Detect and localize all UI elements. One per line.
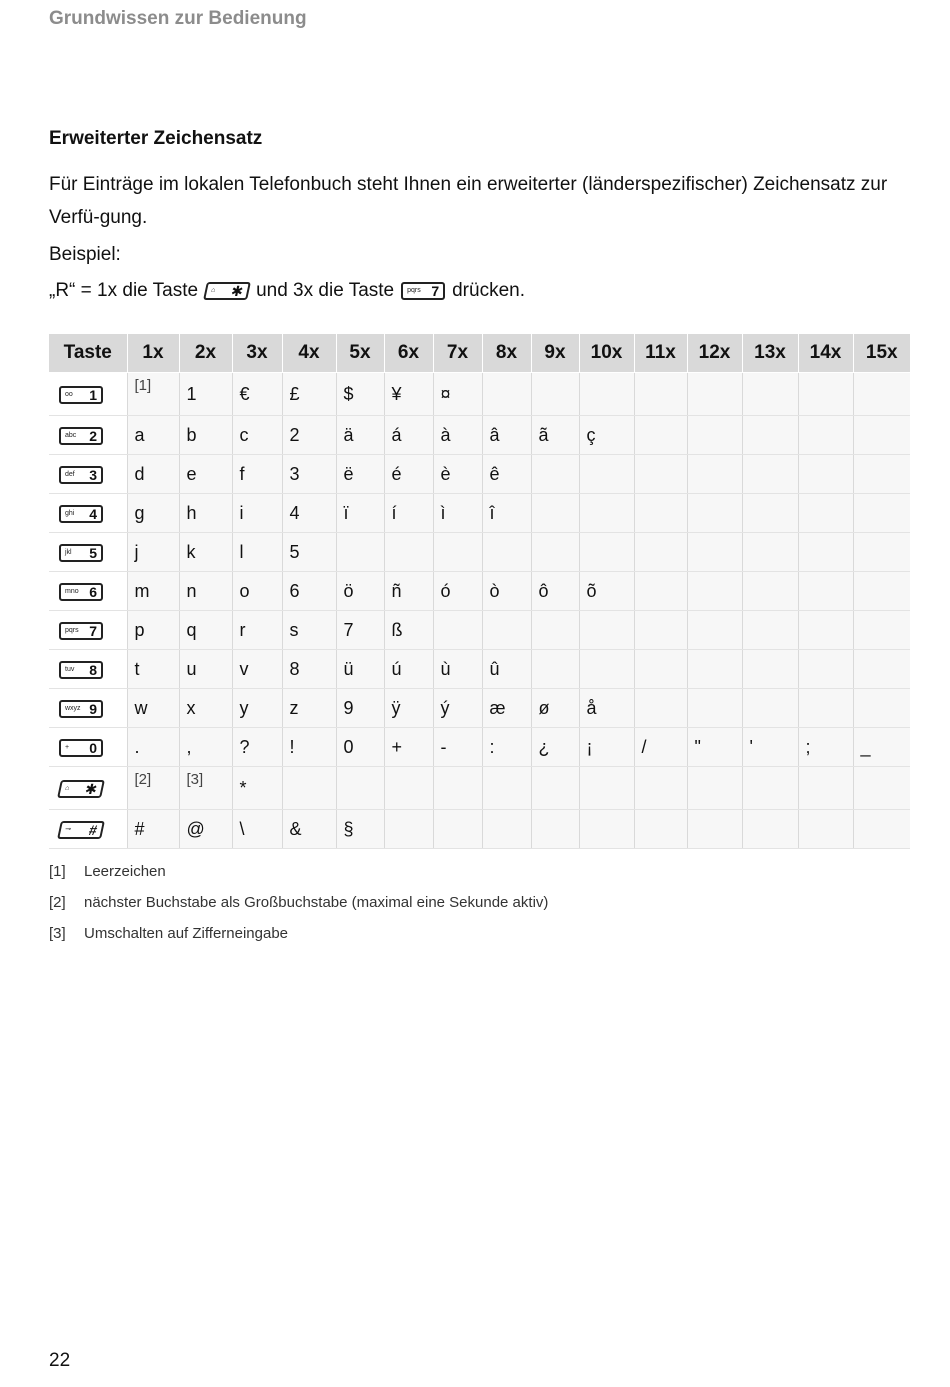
char-cell: ú	[384, 650, 433, 689]
char-cell	[531, 611, 579, 650]
char-cell	[579, 494, 634, 533]
char-cell	[634, 611, 687, 650]
key-9-icon	[59, 700, 103, 718]
char-cell: ß	[384, 611, 433, 650]
char-cell: ì	[433, 494, 482, 533]
char-cell: v	[232, 650, 282, 689]
char-cell: \	[232, 810, 282, 849]
char-cell	[634, 533, 687, 572]
char-cell: *	[232, 767, 282, 810]
char-cell: ¡	[579, 728, 634, 767]
key-4-icon	[59, 505, 103, 523]
char-cell	[853, 810, 910, 849]
table-row	[49, 810, 910, 849]
key-cell	[49, 416, 127, 455]
key-main-label: 7	[89, 622, 97, 639]
char-cell	[634, 689, 687, 728]
char-cell	[433, 533, 482, 572]
char-cell	[853, 650, 910, 689]
char-cell: .	[127, 728, 179, 767]
footnote-text: nächster Buchstabe als Großbuchstabe (maximal eine Sekunde aktiv)	[84, 894, 549, 911]
char-cell	[336, 767, 384, 810]
char-cell	[798, 416, 853, 455]
char-cell	[433, 611, 482, 650]
char-cell	[798, 810, 853, 849]
char-cell: t	[127, 650, 179, 689]
char-cell: ö	[336, 572, 384, 611]
char-cell: -	[433, 728, 482, 767]
char-cell: ü	[336, 650, 384, 689]
char-cell: [2]	[127, 767, 179, 810]
char-cell	[853, 611, 910, 650]
column-header-1x: 1x	[127, 334, 179, 373]
char-cell	[634, 373, 687, 416]
char-cell	[798, 455, 853, 494]
key-main-label: ✱	[229, 283, 245, 299]
key-cell	[49, 455, 127, 494]
char-cell	[742, 650, 798, 689]
char-cell: â	[482, 416, 531, 455]
key-cell	[49, 650, 127, 689]
char-cell	[531, 373, 579, 416]
char-cell	[742, 373, 798, 416]
key-main-label: 4	[89, 505, 97, 522]
char-cell: j	[127, 533, 179, 572]
key-cell	[49, 728, 127, 767]
char-cell	[384, 767, 433, 810]
char-cell	[687, 572, 742, 611]
char-cell: k	[179, 533, 232, 572]
table-row	[49, 416, 910, 455]
char-cell: ï	[336, 494, 384, 533]
key-main-label: 9	[89, 700, 97, 717]
char-cell: 0	[336, 728, 384, 767]
key-sub-label: jkl	[65, 548, 72, 556]
char-cell	[742, 689, 798, 728]
char-cell	[531, 650, 579, 689]
char-cell: 3	[282, 455, 336, 494]
char-cell: $	[336, 373, 384, 416]
key-cell	[49, 572, 127, 611]
key-sub-label: oo	[65, 390, 73, 398]
char-cell: ê	[482, 455, 531, 494]
key-cell	[49, 611, 127, 650]
key-main-label: 6	[89, 583, 97, 600]
footnote-mark: [3]	[49, 925, 66, 942]
char-cell: §	[336, 810, 384, 849]
char-cell	[687, 533, 742, 572]
char-cell: æ	[482, 689, 531, 728]
char-cell: f	[232, 455, 282, 494]
char-cell: +	[384, 728, 433, 767]
char-cell	[384, 533, 433, 572]
footnote-mark: [2]	[49, 894, 66, 911]
char-cell	[742, 572, 798, 611]
footnotes	[49, 856, 548, 949]
char-cell: ý	[433, 689, 482, 728]
char-cell: ã	[531, 416, 579, 455]
char-cell: ó	[433, 572, 482, 611]
key-sub-label: tuv	[65, 665, 75, 673]
char-cell: ø	[531, 689, 579, 728]
example-text-3: drücken.	[452, 280, 525, 301]
footnote	[49, 856, 548, 887]
column-header-4x: 4x	[282, 334, 336, 373]
char-cell: m	[127, 572, 179, 611]
char-cell	[853, 494, 910, 533]
char-cell	[579, 767, 634, 810]
char-cell: r	[232, 611, 282, 650]
char-cell: s	[282, 611, 336, 650]
table-row	[49, 373, 910, 416]
char-cell	[742, 533, 798, 572]
char-cell: ¿	[531, 728, 579, 767]
key-8-icon	[59, 661, 103, 679]
table-row	[49, 572, 910, 611]
char-cell: !	[282, 728, 336, 767]
char-cell	[634, 650, 687, 689]
key-3-icon	[59, 466, 103, 484]
footnote	[49, 918, 548, 949]
char-cell	[798, 373, 853, 416]
char-cell	[531, 455, 579, 494]
char-cell	[687, 767, 742, 810]
key-sub-label: ⌂	[210, 287, 217, 294]
key-cell	[49, 767, 127, 810]
column-header-2x: 2x	[179, 334, 232, 373]
char-cell: ;	[798, 728, 853, 767]
table-body	[49, 373, 910, 849]
char-cell: è	[433, 455, 482, 494]
key-main-label: 2	[89, 427, 97, 444]
char-cell: 6	[282, 572, 336, 611]
example-text-2: und 3x die Taste	[256, 280, 395, 301]
key-sub-label: pqrs	[407, 287, 421, 294]
char-cell	[482, 373, 531, 416]
char-cell	[687, 373, 742, 416]
char-cell: ?	[232, 728, 282, 767]
char-cell: /	[634, 728, 687, 767]
char-cell: i	[232, 494, 282, 533]
char-cell: [1]	[127, 373, 179, 416]
char-cell	[853, 572, 910, 611]
char-cell	[634, 572, 687, 611]
key-cell	[49, 533, 127, 572]
char-cell: ¥	[384, 373, 433, 416]
section-title: Erweiterter Zeichensatz	[49, 128, 263, 149]
voicemail-key-icon	[59, 386, 103, 404]
char-cell: à	[433, 416, 482, 455]
column-header-10x: 10x	[579, 334, 634, 373]
char-cell: u	[179, 650, 232, 689]
char-cell	[687, 455, 742, 494]
key-7-icon	[401, 282, 445, 300]
char-cell	[853, 373, 910, 416]
column-header-13x: 13x	[742, 334, 798, 373]
column-header-7x: 7x	[433, 334, 482, 373]
footnote-text: Leerzeichen	[84, 863, 166, 880]
char-cell: ÿ	[384, 689, 433, 728]
char-cell: 7	[336, 611, 384, 650]
char-cell	[687, 494, 742, 533]
running-header: Grundwissen zur Bedienung	[49, 8, 307, 29]
char-cell	[687, 650, 742, 689]
footnote	[49, 887, 548, 918]
char-cell	[579, 650, 634, 689]
char-cell: 4	[282, 494, 336, 533]
char-cell	[634, 767, 687, 810]
intro-paragraph: Für Einträge im lokalen Telefonbuch steht Ihnen ein erweiterter (länderspezifischer) Zeichensatz zur Verfü-gung.	[49, 174, 888, 228]
char-cell	[433, 767, 482, 810]
char-cell	[853, 533, 910, 572]
table-row	[49, 767, 910, 810]
char-cell	[742, 455, 798, 494]
char-cell: h	[179, 494, 232, 533]
char-cell: ¤	[433, 373, 482, 416]
char-cell	[482, 810, 531, 849]
char-cell	[482, 611, 531, 650]
key-5-icon	[59, 544, 103, 562]
char-cell: :	[482, 728, 531, 767]
char-cell: e	[179, 455, 232, 494]
char-cell: 5	[282, 533, 336, 572]
char-cell	[482, 533, 531, 572]
key-cell	[49, 689, 127, 728]
char-cell: å	[579, 689, 634, 728]
char-cell: á	[384, 416, 433, 455]
char-cell	[798, 494, 853, 533]
key-main-label: 7	[431, 283, 440, 299]
key-sub-label: pqrs	[65, 626, 79, 634]
char-cell: a	[127, 416, 179, 455]
key-6-icon	[59, 583, 103, 601]
char-cell: ä	[336, 416, 384, 455]
footnote-mark: [1]	[49, 863, 66, 880]
char-cell	[798, 611, 853, 650]
char-cell	[798, 533, 853, 572]
table-row	[49, 689, 910, 728]
char-cell	[687, 689, 742, 728]
char-cell	[634, 455, 687, 494]
char-cell: û	[482, 650, 531, 689]
char-cell	[742, 494, 798, 533]
key-sub-label: wxyz	[65, 704, 81, 712]
key-sub-label: mno	[65, 587, 79, 595]
char-cell	[742, 611, 798, 650]
char-cell: n	[179, 572, 232, 611]
key-main-label: 0	[89, 739, 97, 756]
char-cell: g	[127, 494, 179, 533]
char-cell	[531, 767, 579, 810]
example-line	[49, 280, 525, 302]
char-cell: &	[282, 810, 336, 849]
char-cell	[798, 689, 853, 728]
key-main-label: 1	[89, 386, 97, 403]
key-main-label: 5	[89, 544, 97, 561]
column-header-12x: 12x	[687, 334, 742, 373]
char-cell: ë	[336, 455, 384, 494]
char-cell	[742, 810, 798, 849]
char-cell: 1	[179, 373, 232, 416]
char-cell: b	[179, 416, 232, 455]
key-2-icon	[59, 427, 103, 445]
key-cell	[49, 373, 127, 416]
key-sub-label: def	[65, 470, 75, 478]
table-row	[49, 650, 910, 689]
char-cell	[634, 416, 687, 455]
column-header-6x: 6x	[384, 334, 433, 373]
char-cell	[282, 767, 336, 810]
char-cell	[687, 611, 742, 650]
char-cell	[798, 572, 853, 611]
key-sub-label: ⊸	[64, 825, 72, 833]
char-cell	[742, 416, 798, 455]
key-main-label: ✱	[83, 780, 99, 797]
char-cell: o	[232, 572, 282, 611]
key-cell	[49, 810, 127, 849]
key-sub-label: +	[65, 743, 70, 751]
key-main-label: 3	[89, 466, 97, 483]
char-cell	[853, 767, 910, 810]
char-cell: 8	[282, 650, 336, 689]
table-header-row	[49, 334, 910, 373]
char-cell	[853, 689, 910, 728]
column-header-14x: 14x	[798, 334, 853, 373]
column-header-11x: 11x	[634, 334, 687, 373]
example-text-1: „R“ = 1x die Taste	[49, 280, 199, 301]
character-set-table	[49, 334, 910, 849]
char-cell	[853, 455, 910, 494]
table-row	[49, 611, 910, 650]
char-cell	[384, 810, 433, 849]
char-cell	[742, 767, 798, 810]
key-0-icon	[59, 739, 103, 757]
char-cell	[579, 810, 634, 849]
char-cell: €	[232, 373, 282, 416]
char-cell: ô	[531, 572, 579, 611]
key-cell	[49, 494, 127, 533]
example-label: Beispiel:	[49, 244, 121, 265]
key-sub-label: abc	[65, 431, 77, 439]
char-cell	[579, 611, 634, 650]
column-header-key: Taste	[49, 334, 127, 373]
footnote-text: Umschalten auf Zifferneingabe	[84, 925, 289, 942]
key-7-icon	[59, 622, 103, 640]
char-cell	[687, 810, 742, 849]
char-cell: ñ	[384, 572, 433, 611]
table-row	[49, 533, 910, 572]
char-cell: y	[232, 689, 282, 728]
key-main-label: 8	[89, 661, 97, 678]
char-cell: ù	[433, 650, 482, 689]
char-cell: [3]	[179, 767, 232, 810]
key-sub-label: ghi	[65, 509, 75, 517]
char-cell: '	[742, 728, 798, 767]
char-cell	[579, 533, 634, 572]
char-cell: î	[482, 494, 531, 533]
star-key-icon	[57, 780, 105, 798]
column-header-5x: 5x	[336, 334, 384, 373]
char-cell: p	[127, 611, 179, 650]
char-cell: l	[232, 533, 282, 572]
char-cell	[579, 455, 634, 494]
char-cell: 9	[336, 689, 384, 728]
char-cell: 2	[282, 416, 336, 455]
char-cell: _	[853, 728, 910, 767]
column-header-9x: 9x	[531, 334, 579, 373]
table-row	[49, 455, 910, 494]
char-cell: #	[127, 810, 179, 849]
char-cell: c	[232, 416, 282, 455]
char-cell: í	[384, 494, 433, 533]
column-header-8x: 8x	[482, 334, 531, 373]
column-header-15x: 15x	[853, 334, 910, 373]
char-cell: £	[282, 373, 336, 416]
char-cell: z	[282, 689, 336, 728]
char-cell	[634, 810, 687, 849]
char-cell: ,	[179, 728, 232, 767]
char-cell: ç	[579, 416, 634, 455]
key-main-label: #	[87, 821, 99, 838]
char-cell	[336, 533, 384, 572]
char-cell	[482, 767, 531, 810]
char-cell	[433, 810, 482, 849]
char-cell	[687, 416, 742, 455]
star-key-icon	[203, 282, 251, 300]
table-row	[49, 494, 910, 533]
char-cell	[531, 494, 579, 533]
char-cell	[579, 373, 634, 416]
char-cell	[531, 533, 579, 572]
char-cell	[853, 416, 910, 455]
char-cell	[798, 650, 853, 689]
char-cell: ò	[482, 572, 531, 611]
column-header-3x: 3x	[232, 334, 282, 373]
char-cell: õ	[579, 572, 634, 611]
table-row	[49, 728, 910, 767]
key-sub-label: ⌂	[64, 784, 71, 792]
page-number: 22	[49, 1350, 71, 1371]
char-cell: d	[127, 455, 179, 494]
char-cell: x	[179, 689, 232, 728]
char-cell: w	[127, 689, 179, 728]
char-cell: é	[384, 455, 433, 494]
char-cell	[634, 494, 687, 533]
char-cell	[798, 767, 853, 810]
char-cell	[531, 810, 579, 849]
hash-key-icon	[57, 821, 105, 839]
char-cell: @	[179, 810, 232, 849]
char-cell: q	[179, 611, 232, 650]
char-cell: "	[687, 728, 742, 767]
